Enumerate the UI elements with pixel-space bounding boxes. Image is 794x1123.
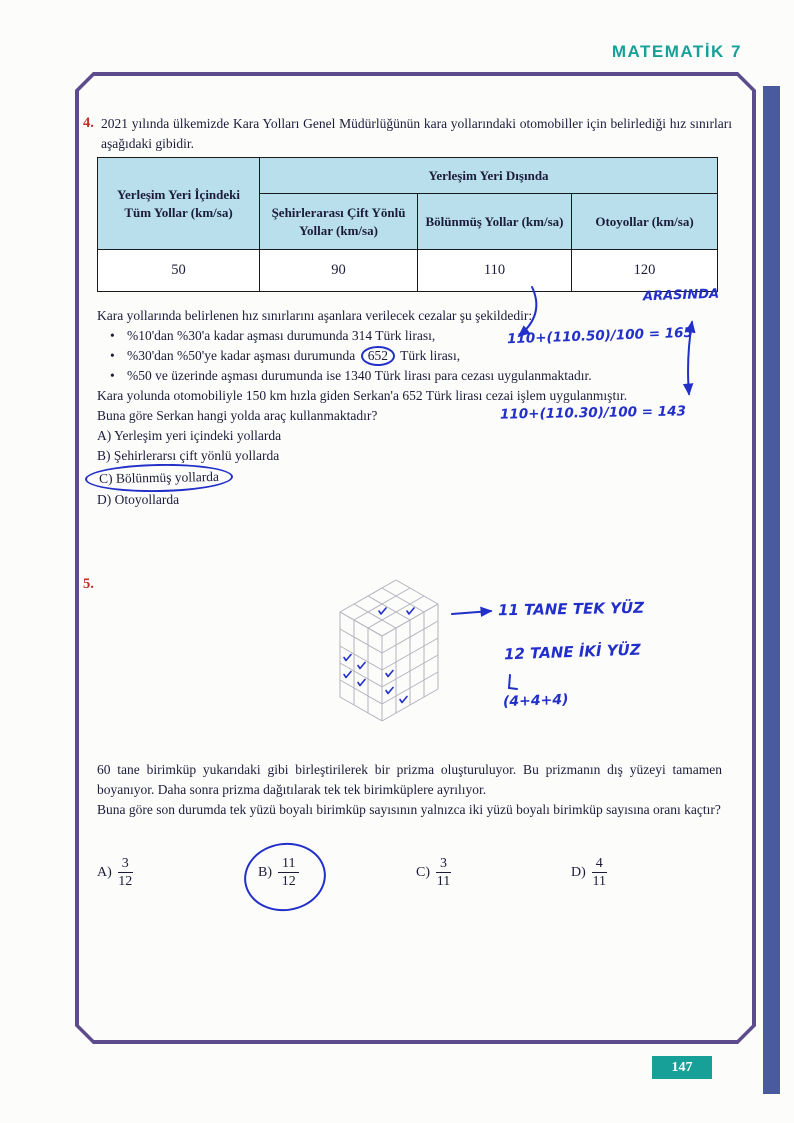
q5-option-a-label: A) [97,864,112,880]
table-header-group: Yerleşim Yeri Dışında [260,158,718,194]
penalty-rules-intro: Kara yollarında belirlenen hız sınırlarını aşanlara verilecek cezalar şu şekildedir: [97,308,533,323]
penalty-bullet-2-circled: 652 [367,348,388,363]
handwritten-formula-upper: 110+(110.50)/100 = 165 [506,324,694,348]
pen-circle-option-c [85,463,233,494]
q4-option-a: A) Yerleşim yeri içindeki yollarda [97,428,282,443]
q5-option-d-fraction: $\frac{4}{11}$ [592,856,607,890]
pen-checkmark-icon [379,608,386,614]
table-subheader-2: Bölünmüş Yollar (km/sa) [418,194,572,250]
question-5-question: Buna göre son durumda tek yüzü boyalı birimküp sayısının yalnızca iki yüzü boyalı birimküp sayısına oranı kaçtır? [97,802,721,817]
q5-option-d-label: D) [571,864,586,880]
question-5-number: 5. [83,576,94,592]
q5-option-c-fraction: $\frac{3}{11}$ [436,856,451,890]
pen-checkmark-icon [386,671,393,677]
pen-checkmark-icon [400,697,407,703]
penalty-bullet-2-post: Türk lirası, [400,348,461,363]
cube-prism-drawing [332,572,446,729]
q5-option-a [97,856,133,890]
question-5-paragraph: 60 tane birimküp yukarıdaki gibi birleştirilerek bir prizma oluşturuluyor. Bu prizmanın dış yüzeyi tamamen boyanıyor. Daha sonra prizma dağıtılarak tek tek birimküplere ayrılıyor. [97,762,722,797]
q5-option-c [416,856,451,890]
speed-limit-table [97,157,718,292]
pen-checkmark-icon [358,680,365,686]
question-4-statement: Kara yolunda otomobiliyle 150 km hızla giden Serkan'a 652 Türk lirası cezai işlem uygulanmıştır. [97,388,628,403]
penalty-bullet-2 [97,346,721,366]
penalty-bullet-3: • %50 ve üzerinde aşması durumunda ise 1340 Türk lirası para cezası uygulanmaktadır. [97,366,721,386]
q4-option-c [97,466,721,490]
penalty-bullet-1: • %10'dan %30'a kadar aşması durumunda 314 Türk lirası, [97,326,721,346]
handwritten-double-face-count: 12 TANE İKİ YÜZ [503,640,642,664]
q4-option-b: B) Şehirlerarsı çift yönlü yollarda [97,448,280,463]
table-subheader-3: Otoyollar (km/sa) [572,194,718,250]
question-4-question: Buna göre Serkan hangi yolda araç kullanmaktadır? [97,408,378,423]
handwritten-sum-note: (4+4+4) [502,691,569,711]
page-title: MATEMATİK 7 [611,42,742,61]
table-subheader-1: Şehirlerarası Çift Yönlü Yollar (km/sa) [260,194,418,250]
penalty-bullet-2-pre: %30'dan %50'ye kadar aşması durumunda [127,348,356,363]
pen-checkmark-icon [386,688,393,694]
question-4-number: 4. [83,115,94,131]
speed-value-2: 90 [260,250,418,292]
page-number-badge: 147 [652,1056,712,1079]
speed-value-1: 50 [98,250,260,292]
handwritten-formula-lower: 110+(110.30)/100 = 143 [499,403,687,423]
q5-option-b-label: B) [258,864,272,880]
pen-checkmark-icon [344,672,351,678]
question-4-intro: 2021 yılında ülkemizde Kara Yolları Genel Müdürlüğünün kara yollarındaki otomobiller için belirlediği hız sınırları aşağıdaki gibidir. [101,116,732,151]
handwritten-single-face-count: 11 TANE TEK YÜZ [497,598,645,620]
q5-option-a-fraction: $\frac{3}{12}$ [118,856,133,890]
q4-option-c-label: C) Bölünmüş yollarda [98,468,220,487]
q5-option-d [571,856,607,890]
q5-option-c-label: C) [416,864,430,880]
pen-circle-652 [361,346,395,366]
speed-value-4: 120 [572,250,718,292]
pen-checkmark-icon [344,655,351,661]
speed-value-3: 110 [418,250,572,292]
unit-cube-prism-figure [332,572,446,734]
q5-option-b-fraction: $\frac{11}{12}$ [278,856,299,890]
table-header-col1: Yerleşim Yeri İçindeki Tüm Yollar (km/sa) [98,158,260,250]
handwritten-note-arasinda: ARASINDA [642,286,720,305]
pen-checkmark-icon [407,608,414,614]
side-stripe [763,86,780,1094]
pen-checkmark-icon [358,663,365,669]
q4-option-d: D) Otoyollarda [97,492,180,507]
question-5-body [97,760,722,820]
